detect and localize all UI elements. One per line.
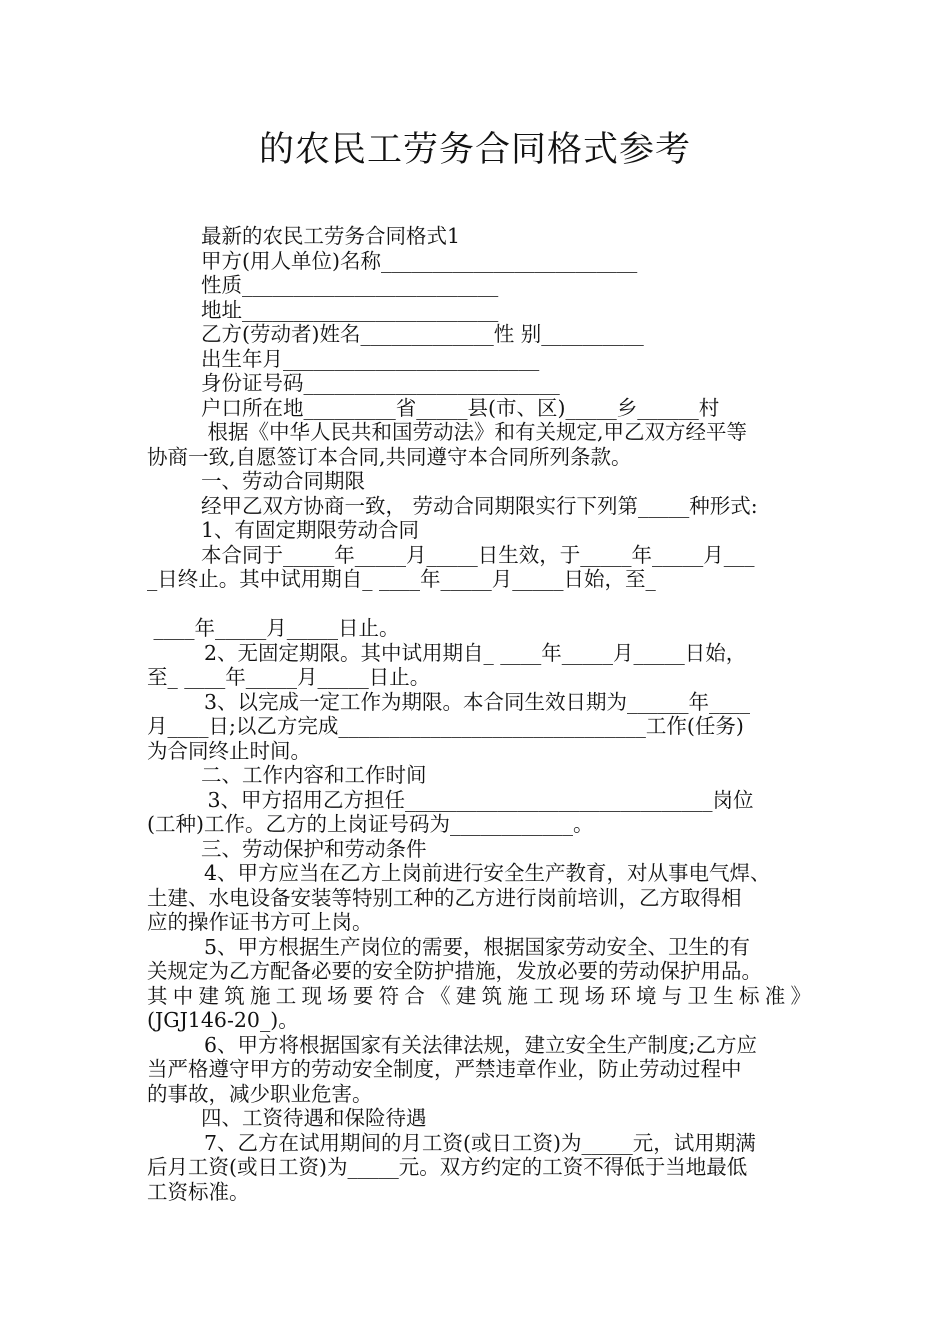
preamble-line-2: 协商一致,自愿签订本合同,共同遵守本合同所列条款。 [147,444,632,469]
clause-4-line-3: 应的操作证书方可上岗。 [147,910,373,934]
section-heading-2: 二、工作内容和工作时间 [201,763,427,787]
clause-heading-1: 1、有固定期限劳动合同 [201,518,420,542]
clause-3b-line-2: (工种)工作。乙方的上岗证号码为____________。 [147,812,594,836]
section-heading-3: 三、劳动保护和劳动条件 [201,836,427,861]
id-number-line: 身份证号码_________________________ [201,371,560,395]
clause-3-line-1: 3、以完成一定工作为期限。本合同生效日期为______年____ [204,689,751,714]
paragraph-line: ____年_____月_____日止。 [147,616,400,640]
section-heading-1: 一、劳动合同期限 [201,469,365,493]
party-a-address-line: 地址_________________________ [201,297,499,322]
party-b-name-line: 乙方(劳动者)姓名_____________性 别__________ [201,322,644,346]
party-a-name-line: 甲方(用人单位)名称_________________________ [201,248,638,273]
clause-6-line-1: 6、甲方将根据国家有关法律法规，建立安全生产制度;乙方应 [204,1032,757,1057]
paragraph-line: _日终止。其中试用期自_ ____年_____月_____日始，至_ [147,567,656,591]
clause-5-line-4: (JGJ146-20_)。 [147,1008,299,1032]
preamble-line-1: 根据《中华人民共和国劳动法》和有关规定,甲乙双方经平等 [201,420,748,444]
clause-7-line-3: 工资标准。 [147,1179,250,1204]
clause-7-line-1: 7、乙方在试用期间的月工资(或日工资)为_____元，试用期满 [204,1130,756,1155]
contract-subtitle: 最新的农民工劳务合同格式1 [201,224,461,248]
clause-7-line-2: 后月工资(或日工资)为_____元。双方约定的工资不得低于当地最低 [147,1155,748,1179]
clause-5-line-1: 5、甲方根据生产岗位的需要，根据国家劳动安全、卫生的有 [204,934,751,959]
household-registration-line: 户口所在地_________省_____县(市、区)_____乡______村 [201,395,720,420]
birth-date-line: 出生年月_________________________ [201,346,540,371]
paragraph-line: 经甲乙双方协商一致， 劳动合同期限实行下列第_____种形式: [201,493,758,518]
clause-3-line-2: 月____日;以乙方完成______________________________工作(任务) [147,714,744,738]
clause-6-line-2: 当严格遵守甲方的劳动安全制度，严禁违章作业，防止劳动过程中 [147,1057,742,1081]
clause-3-line-3: 为合同终止时间。 [147,738,311,763]
clause-4-line-1: 4、甲方应当在乙方上岗前进行安全生产教育，对从事电气焊、 [204,861,771,885]
clause-4-line-2: 土建、水电设备安装等特别工种的乙方进行岗前培训，乙方取得相 [147,885,742,910]
section-heading-4: 四、工资待遇和保险待遇 [201,1106,427,1130]
clause-2-line-1: 2、无固定期限。其中试用期自_ ____年_____月_____日始， [204,640,747,665]
clause-3b-line-1: 3、甲方招用乙方担任______________________________岗位 [201,787,754,812]
clause-5-line-3: 其中建筑施工现场要符合《建筑施工现场环境与卫生标准》 [147,983,811,1008]
clause-5-line-2: 关规定为乙方配备必要的安全防护措施，发放必要的劳动保护用品。 [147,959,762,983]
document-body [147,224,811,1204]
document-title: 的农民工劳务合同格式参考 [258,130,691,170]
party-a-nature-line: 性质_________________________ [201,273,499,297]
clause-2-line-2: 至_ ____年_____月_____日止。 [147,665,431,689]
blank-line [147,592,811,617]
clause-6-line-3: 的事故，减少职业危害。 [147,1081,373,1106]
paragraph-line: 本合同于_____年_____月_____日生效，于_____年_____月___ [201,542,755,567]
